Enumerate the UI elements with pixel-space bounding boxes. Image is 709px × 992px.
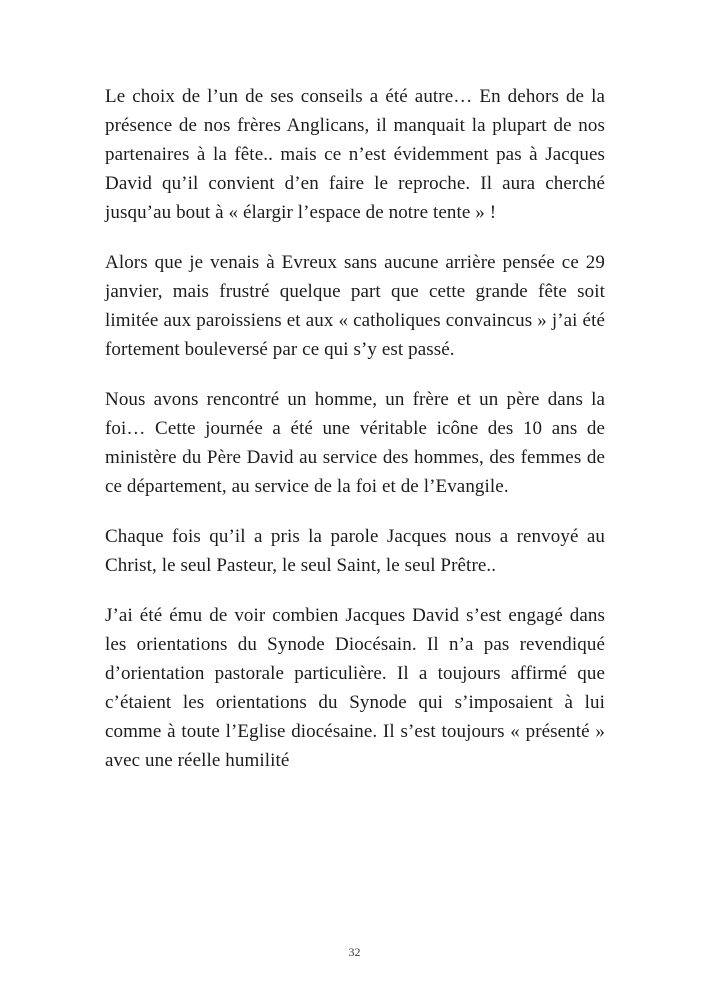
paragraph-1: Le choix de l’un de ses conseils a été autre… En dehors de la présence de nos frères Anglicans, il manquait la plupart de nos partenaires à la fête.. mais ce n’est évidemment pas à Jacques David qu’il convient d’en faire le reproche. Il aura cherché jusqu’au bout à « élargir l’espace de notre tente » ! (105, 86, 605, 223)
page-number: 32 (348, 945, 361, 959)
paragraph-3: Nous avons rencontré un homme, un frère et un père dans la foi… Cette journée a été une véritable icône des 10 ans de ministère du Père David au service des hommes, des femmes de ce département, au service de la foi et de l’Evangile. (105, 389, 605, 497)
paragraph-5: J’ai été ému de voir combien Jacques David s’est engagé dans les orientations du Synode Diocésain. Il n’a pas revendiqué d’orientation pastorale particulière. Il a toujours affirmé que c’étaient les orientations du Synode qui s’imposaient à lui comme à toute l’Eglise diocésaine. Il s’est toujours « présenté » avec une réelle humilité (105, 605, 605, 771)
text-content (105, 82, 605, 775)
paragraph-4: Chaque fois qu’il a pris la parole Jacques nous a renvoyé au Christ, le seul Pasteur, le seul Saint, le seul Prêtre.. (105, 526, 605, 576)
paragraph-2: Alors que je venais à Evreux sans aucune arrière pensée ce 29 janvier, mais frustré quelque part que cette grande fête soit limitée aux paroissiens et aux « catholiques convaincus » j’ai été fortement bouleversé par ce qui s’y est passé. (105, 252, 605, 360)
